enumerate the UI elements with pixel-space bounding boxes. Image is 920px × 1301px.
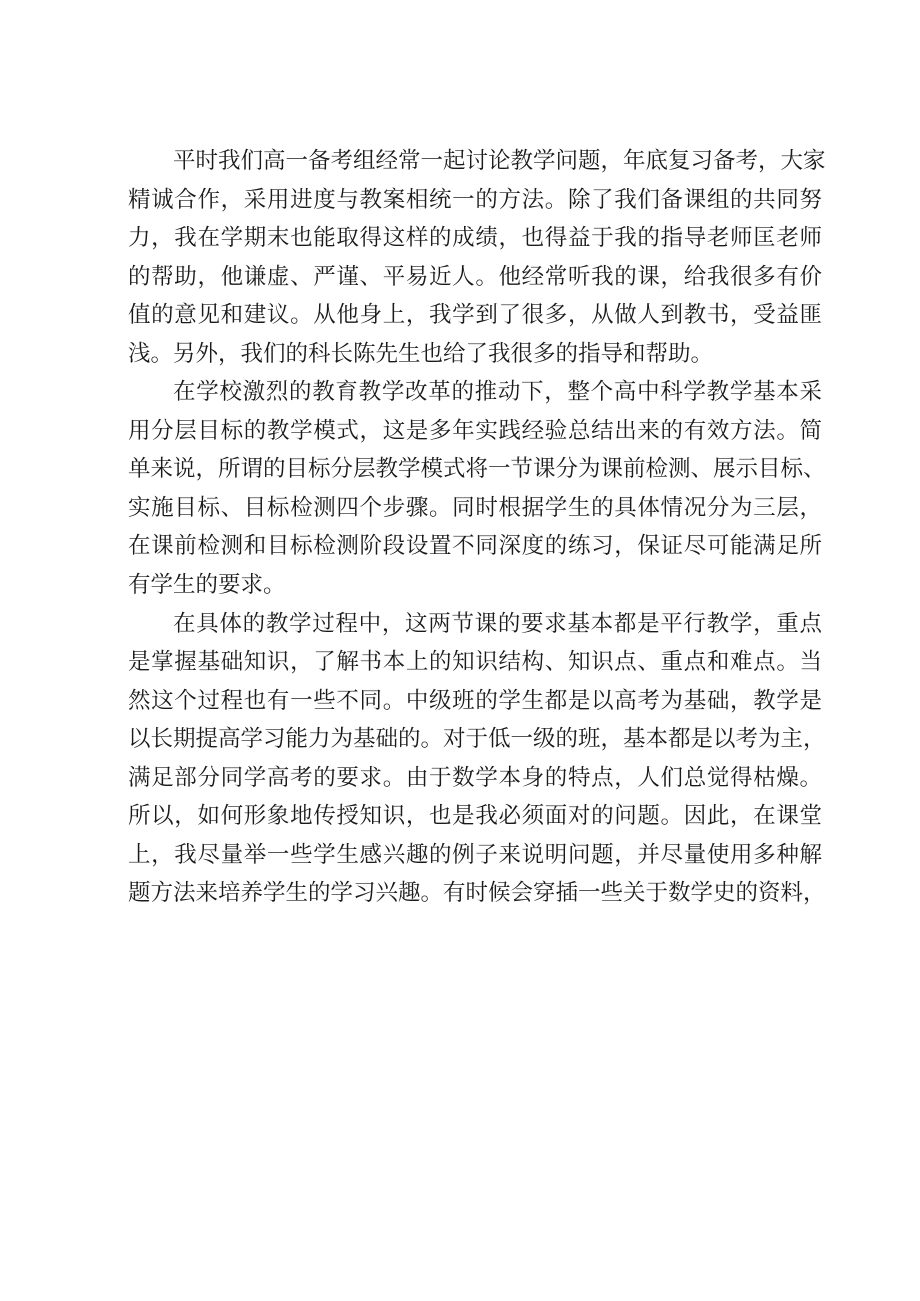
text-line: 单来说，所谓的目标分层教学模式将一节课分为课前检测、展示目标、 (128, 456, 826, 483)
text-line: 的帮助，他谦虚、严谨、平易近人。他经常听我的课，给我很多有价 (128, 263, 822, 290)
text-line: 在课前检测和目标检测阶段设置不同深度的练习，保证尽可能满足所 (128, 533, 822, 560)
text-line: 是掌握基础知识，了解书本上的知识结构、知识点、重点和难点。当 (128, 649, 822, 676)
text-line: 有学生的要求。 (128, 572, 286, 599)
paragraph-2 (128, 373, 826, 604)
text-line: 在具体的教学过程中，这两节课的要求基本都是平行教学，重点 (173, 610, 822, 637)
text-line: 浅。另外，我们的科长陈先生也给了我很多的指导和帮助。 (128, 340, 714, 367)
paragraph-3 (128, 605, 826, 913)
text-line: 精诚合作，采用进度与教案相统一的方法。除了我们备课组的共同努 (128, 186, 822, 213)
text-line: 实施目标、目标检测四个步骤。同时根据学生的具体情况分为三层， (128, 494, 822, 521)
text-line: 用分层目标的教学模式，这是多年实践经验总结出来的有效方法。简 (128, 417, 822, 444)
text-line: 上，我尽量举一些学生感兴趣的例子来说明问题，并尽量使用多种解 (128, 841, 822, 868)
text-line: 满足部分同学高考的要求。由于数学本身的特点，人们总觉得枯燥。 (128, 764, 822, 791)
text-line: 在学校激烈的教育教学改革的推动下，整个高中科学教学基本采 (173, 379, 822, 406)
text-line: 题方法来培养学生的学习兴趣。有时候会穿插一些关于数学史的资料， (128, 880, 826, 907)
text-line: 然这个过程也有一些不同。中级班的学生都是以高考为基础，教学是 (128, 687, 822, 714)
text-line: 值的意见和建议。从他身上，我学到了很多，从做人到教书，受益匪 (128, 302, 822, 329)
paragraph-1 (128, 142, 826, 373)
text-line: 平时我们高一备考组经常一起讨论教学问题，年底复习备考，大家 (173, 148, 826, 174)
text-line: 以长期提高学习能力为基础的。对于低一级的班，基本都是以考为主， (128, 726, 826, 753)
text-line: 所以，如何形象地传授知识，也是我必须面对的问题。因此，在课堂 (128, 803, 822, 830)
document-page (128, 142, 826, 913)
text-line: 力，我在学期末也能取得这样的成绩，也得益于我的指导老师匡老师 (128, 225, 822, 252)
